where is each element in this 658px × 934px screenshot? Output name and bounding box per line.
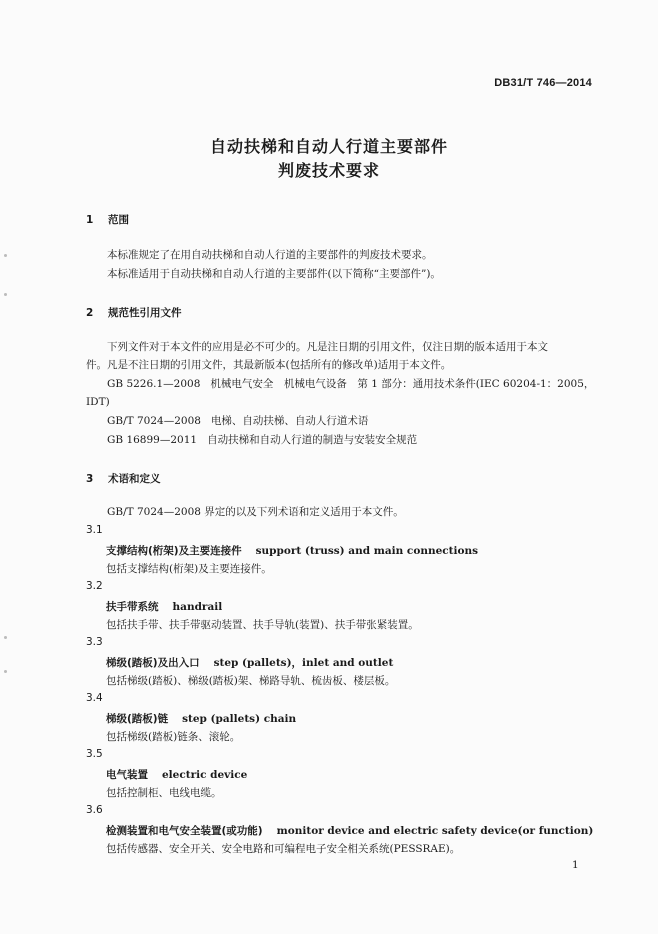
reference-entry: [107, 412, 368, 430]
term-heading: [106, 711, 296, 726]
term-heading: [106, 599, 222, 614]
term-en: step (pallets)，inlet and outlet: [213, 657, 394, 669]
reference-title: 自动扶梯和自动人行道的制造与安装安全规范: [207, 434, 418, 446]
term-definition: 包括控制柜、电线电缆。: [106, 787, 222, 799]
term-en: step (pallets) chain: [182, 713, 297, 725]
term-number: 3.5: [86, 748, 103, 760]
reference-title-continued: IDT): [86, 396, 110, 408]
term-zh: 支撑结构(桁架)及主要连接件: [106, 545, 242, 557]
paragraph: GB/T 7024—2008 界定的以及下列术语和定义适用于本文件。: [107, 506, 404, 518]
term-number: 3.3: [86, 636, 103, 648]
paragraph: 本标准规定了在用自动扶梯和自动人行道的主要部件的判废技术要求。: [107, 249, 433, 261]
term-definition: 包括梯级(踏板)、梯级(踏板)架、梯路导轨、梳齿板、楼层板。: [106, 675, 396, 687]
term-number: 3.1: [86, 524, 103, 536]
term-zh: 扶手带系统: [106, 601, 159, 613]
term-definition: 包括扶手带、扶手带驱动装置、扶手导轨(装置)、扶手带张紧装置。: [106, 619, 419, 631]
term-definition: 包括梯级(踏板)链条、滚轮。: [106, 731, 241, 743]
page-number: 1: [572, 859, 579, 871]
section-heading-normative-references: [86, 305, 182, 320]
reference-entry: [107, 375, 594, 393]
term-en: electric device: [162, 769, 248, 781]
term-definition: 包括传感器、安全开关、安全电路和可编程电子安全相关系统(PESSRAE)。: [106, 843, 461, 855]
section-title: 术语和定义: [108, 473, 161, 485]
reference-title: 机械电气安全 机械电气设备 第 1 部分：通用技术条件(IEC 60204-1：2005，: [210, 378, 595, 390]
term-zh: 电气装置: [106, 769, 148, 781]
term-en: handrail: [172, 601, 223, 613]
reference-code: GB 16899—2011: [107, 434, 198, 446]
term-heading: [106, 767, 247, 782]
term-heading: [106, 655, 393, 670]
document-title-line2: 判废技术要求: [277, 161, 380, 180]
document-title-line1: 自动扶梯和自动人行道主要部件: [209, 137, 448, 156]
section-heading-terms: [86, 471, 161, 486]
reference-entry: [107, 431, 417, 449]
section-title: 范围: [108, 214, 129, 226]
term-number: 3.2: [86, 580, 103, 592]
paragraph-line: 下列文件对于本文件的应用是必不可少的。凡是注日期的引用文件，仅注日期的版本适用于本文: [107, 341, 548, 353]
scan-artifact: [4, 636, 7, 639]
standard-code: DB31/T 746—2014: [494, 77, 592, 89]
term-number: 3.6: [86, 804, 103, 816]
paragraph: 本标准适用于自动扶梯和自动人行道的主要部件(以下简称“主要部件”)。: [107, 268, 441, 280]
section-heading-scope: [86, 212, 129, 227]
section-title: 规范性引用文件: [108, 307, 182, 319]
term-definition: 包括支撑结构(桁架)及主要连接件。: [106, 563, 272, 575]
reference-code: GB 5226.1—2008: [107, 378, 201, 390]
scan-artifact: [4, 670, 7, 673]
scan-artifact: [4, 254, 7, 257]
term-number: 3.4: [86, 692, 103, 704]
paragraph-line: 件。凡是不注日期的引用文件，其最新版本(包括所有的修改单)适用于本文件。: [86, 359, 452, 371]
term-en: monitor device and electric safety device(or function): [276, 825, 594, 837]
term-en: support (truss) and main connections: [255, 545, 479, 557]
term-heading: [106, 543, 478, 558]
reference-title: 电梯、自动扶梯、自动人行道术语: [210, 415, 369, 427]
term-heading: [106, 823, 593, 838]
term-zh: 检测装置和电气安全装置(或功能): [106, 825, 263, 837]
section-number: 3: [86, 473, 94, 485]
term-zh: 梯级(踏板)链: [106, 713, 169, 725]
term-zh: 梯级(踏板)及出入口: [106, 657, 200, 669]
section-number: 1: [86, 214, 94, 226]
scan-artifact: [4, 293, 7, 296]
reference-code: GB/T 7024—2008: [107, 415, 201, 427]
section-number: 2: [86, 307, 94, 319]
